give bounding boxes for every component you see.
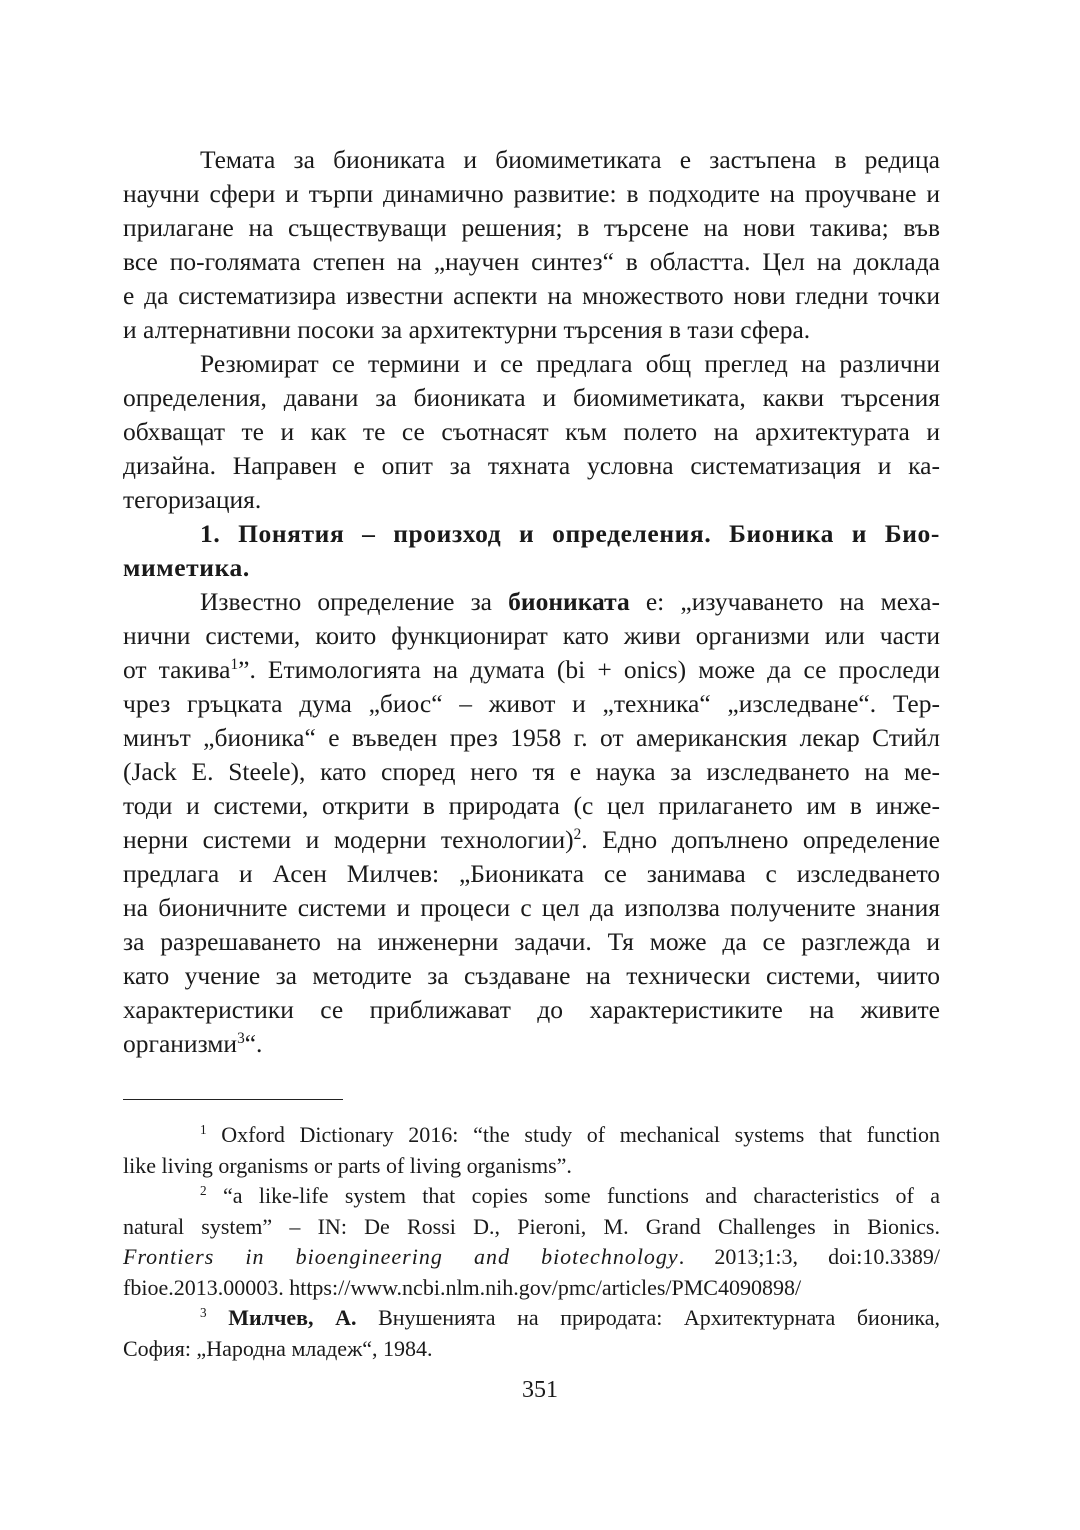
text-line [123, 177, 940, 211]
text-line [123, 381, 940, 415]
text-run: предлага и Асен Милчев: „Биониката се занимава с изследването [123, 859, 940, 888]
text-line [123, 619, 940, 653]
text-run: нерни системи и модерни технологии) [123, 825, 574, 854]
text-run: биониката [508, 587, 630, 616]
text-run: Милчев, А. [228, 1305, 357, 1330]
text-run: обхващат те и как те се съотнасят към полето на архитектурата и [123, 417, 940, 446]
footnote-ref: 2 [573, 825, 582, 843]
text-line [123, 1303, 940, 1334]
text-run: тегоризация. [123, 485, 262, 514]
text-run: чрез гръцката дума „биос“ – живот и „техника“ „изследване“. Тер- [123, 689, 940, 718]
footnote-ref: 3 [237, 1029, 245, 1047]
paragraph [123, 347, 940, 517]
text-run: Oxford Dictionary 2016: “the study of mechanical systems that function [206, 1122, 940, 1147]
footnote [123, 1181, 940, 1303]
text-line [123, 789, 940, 823]
paragraph [123, 585, 940, 1061]
text-run: Резюмират се термини и се предлага общ преглед на различни [200, 349, 940, 378]
text-run: 1. Понятия – произход и определения. Бионика и Био- [200, 519, 940, 548]
footnote-ref: 2 [200, 1183, 207, 1199]
text-line [123, 1120, 940, 1151]
footnote-separator [123, 1099, 343, 1100]
text-line [123, 857, 940, 891]
footnote [123, 1303, 940, 1364]
text-line [123, 1242, 940, 1273]
text-line [123, 687, 940, 721]
text-run: (Jack E. Steele), като според него тя е наука за изследването на ме- [123, 757, 940, 786]
text-line [123, 721, 940, 755]
text-line [123, 755, 940, 789]
text-run: прилагане на съществуващи решения; в търсене на нови такива; във [123, 213, 940, 242]
text-run: “. [244, 1029, 263, 1058]
text-run [207, 1305, 229, 1330]
text-run: “a like-life system that copies some functions and characteristics of a [206, 1183, 940, 1208]
text-run: е: „изучаването на меха- [629, 587, 940, 616]
text-run: за разрешаването на инженерни задачи. Тя може да се разглежда и [123, 927, 940, 956]
text-line [123, 1212, 940, 1243]
text-run: определения, давани за биониката и биомиметиката, какви търсения [123, 383, 940, 412]
text-run: тоди и системи, открити в природата (с цел прилагането им в инже- [123, 791, 940, 820]
text-run: Frontiers in bioengineering and biotechnology [123, 1244, 679, 1269]
text-line [123, 1334, 940, 1365]
text-line [123, 1273, 940, 1304]
text-line [123, 823, 940, 857]
text-run: . 2013;1:3, doi:10.3389/ [678, 1244, 940, 1269]
footnote-ref: 1 [230, 655, 239, 673]
text-run: fbioe.2013.00003. https://www.ncbi.nlm.nih.gov/pmc/articles/PMC4090898/ [123, 1274, 802, 1300]
footnote-ref: 1 [200, 1122, 207, 1138]
main-text [123, 143, 940, 1061]
text-line [123, 1181, 940, 1212]
text-line [123, 449, 940, 483]
text-run: все по-голямата степен на „научен синтез“ в областта. Цел на доклада [123, 247, 940, 276]
text-run: Темата за биониката и биомиметиката е застъпена в редица [200, 145, 940, 174]
text-run: Известно определение за [200, 587, 509, 616]
text-run: Внушенията на природата: Архитектурната бионика, [356, 1305, 941, 1330]
text-line [123, 483, 940, 517]
text-run: и алтернативни посоки за архитектурни търсения в тази сфера. [123, 315, 811, 344]
section-heading [123, 517, 940, 585]
text-run: . Едно допълнено определение [581, 825, 940, 854]
text-run: natural system” – IN: De Rossi D., Pieroni, M. Grand Challenges in Bionics. [123, 1213, 940, 1239]
page-number: 351 [522, 1377, 558, 1403]
text-run: минът „бионика“ е въведен през 1958 г. от американския лекар Стийл [123, 723, 940, 752]
text-line [123, 211, 940, 245]
text-run: характеристики се приближават до характеристиките на живите [123, 995, 940, 1024]
text-line [123, 653, 940, 687]
text-run: от такива [123, 655, 231, 684]
text-line [123, 1151, 940, 1182]
text-line [123, 1027, 940, 1061]
footnote-ref: 3 [200, 1305, 207, 1321]
text-run: нични системи, които функционират като живи организми или части [123, 621, 940, 650]
text-run: е да систематизира известни аспекти на множеството нови гледни точки [123, 281, 940, 310]
text-line [123, 993, 940, 1027]
text-line [123, 245, 940, 279]
text-run: на бионичните системи и процеси с цел да използва получените знания [123, 893, 940, 922]
text-line [123, 551, 940, 585]
text-line [123, 279, 940, 313]
footnote [123, 1120, 940, 1181]
text-line [123, 347, 940, 381]
text-line [123, 585, 940, 619]
text-line [123, 143, 940, 177]
text-run: дизайна. Направен е опит за тяхната условна систематизация и ка- [123, 451, 940, 480]
text-line [123, 959, 940, 993]
text-run: ”. Етимологията на думата (bi + onics) може да се проследи [238, 655, 941, 684]
text-run: миметика. [123, 553, 250, 582]
text-run: организми [123, 1029, 238, 1058]
footnotes [123, 1120, 940, 1364]
text-line [123, 925, 940, 959]
text-line [123, 891, 940, 925]
text-run: като учение за методите за създаване на технически системи, чиито [123, 961, 940, 990]
text-run: like living organisms or parts of living organisms”. [123, 1152, 572, 1178]
text-line [123, 313, 940, 347]
text-run: научни сфери и търпи динамично развитие: в подходите на проучване и [123, 179, 940, 208]
paragraph [123, 143, 940, 347]
text-line [123, 415, 940, 449]
text-run: София: „Народна младеж“, 1984. [123, 1335, 433, 1361]
text-line [123, 517, 940, 551]
